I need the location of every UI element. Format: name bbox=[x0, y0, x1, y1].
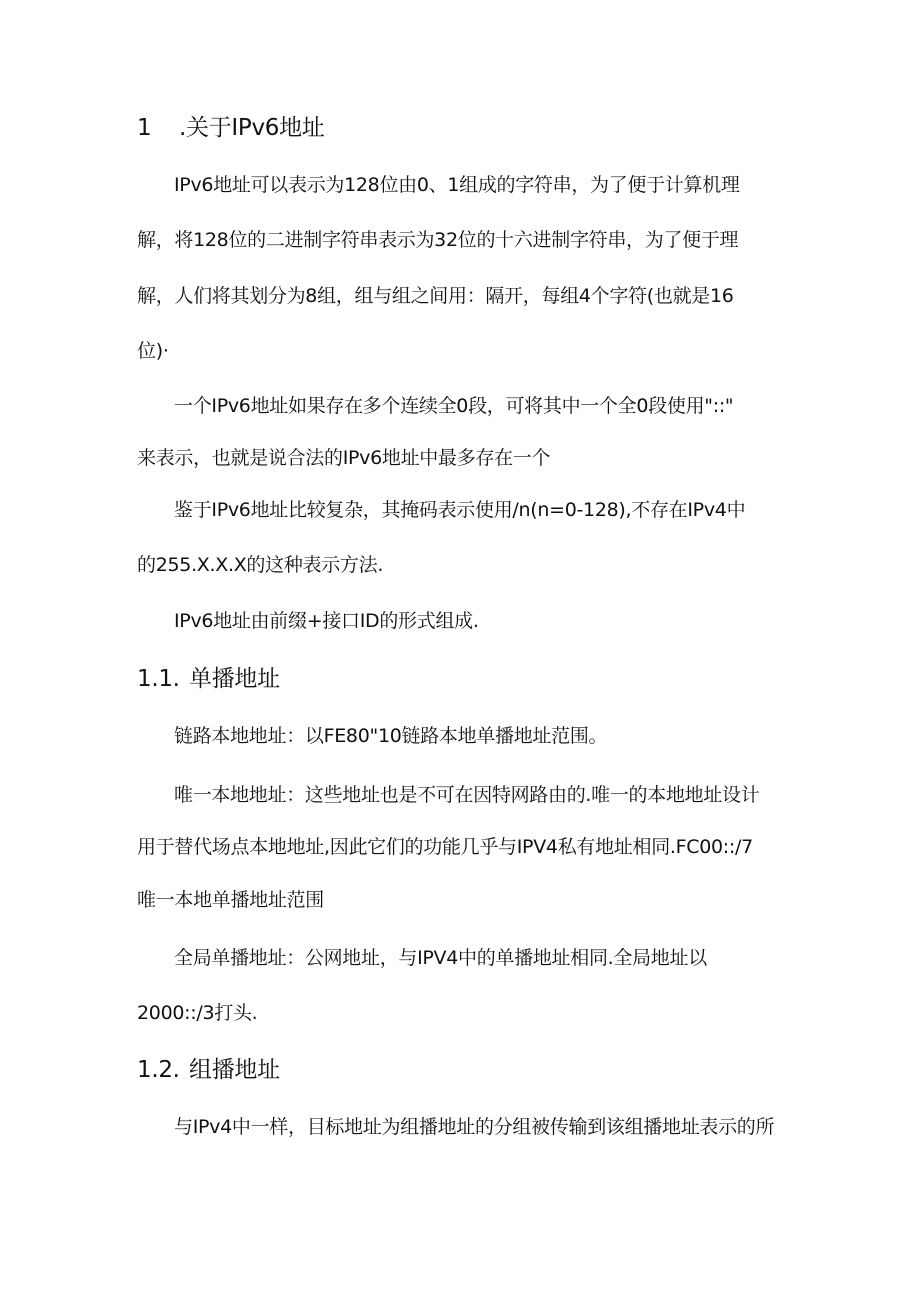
section-1-title: .关于IPv6地址 bbox=[179, 115, 325, 141]
section-1-2-heading bbox=[137, 1056, 280, 1084]
paragraph-line: 链路本地地址：以FE80"10链路本地单播地址范围。 bbox=[174, 725, 608, 747]
section-1-heading bbox=[137, 114, 325, 142]
paragraph-line: 全局单播地址：公网地址，与IPV4中的单播地址相同.全局地址以 bbox=[174, 947, 707, 969]
paragraph-line: 2000::/3打头. bbox=[137, 1002, 258, 1024]
paragraph-line: 鉴于IPv6地址比较复杂，其掩码表示使用/n(n=0-128),不存在IPv4中 bbox=[174, 499, 746, 521]
section-1-2-title: 组播地址 bbox=[189, 1057, 280, 1083]
paragraph-line: IPv6地址可以表示为128位由0、1组成的字符串，为了便于计算机理 bbox=[174, 174, 740, 196]
paragraph-line: 来表示，也就是说合法的IPv6地址中最多存在一个 bbox=[137, 447, 551, 469]
paragraph-line: 位)· bbox=[137, 340, 169, 362]
paragraph-line: 解，人们将其划分为8组，组与组之间用：隔开，每组4个字符(也就是16 bbox=[137, 285, 734, 307]
paragraph-line: 唯一本地地址：这些地址也是不可在因特网路由的.唯一的本地地址设计 bbox=[174, 784, 760, 806]
section-1-number: 1 bbox=[137, 115, 152, 141]
paragraph-line: 解，将128位的二进制字符串表示为32位的十六进制字符串，为了便于理 bbox=[137, 229, 739, 251]
paragraph-line: IPv6地址由前缀+接口ID的形式组成. bbox=[174, 610, 479, 632]
paragraph-line: 用于替代场点本地地址,因此它们的功能几乎与IPV4私有地址相同.FC00::/7 bbox=[137, 836, 753, 858]
section-1-2-number: 1.2. bbox=[137, 1057, 180, 1083]
section-1-1-title: 单播地址 bbox=[189, 666, 280, 692]
paragraph-line: 唯一本地单播地址范围 bbox=[137, 889, 325, 911]
paragraph-line: 与IPv4中一样，目标地址为组播地址的分组被传输到该组播地址表示的所 bbox=[174, 1116, 775, 1138]
paragraph-line: 的255.X.X.X的这种表示方法. bbox=[137, 554, 384, 576]
paragraph-line: 一个IPv6地址如果存在多个连续全0段，可将其中一个全0段使用"::" bbox=[174, 395, 734, 417]
section-1-1-number: 1.1. bbox=[137, 666, 180, 692]
section-1-1-heading bbox=[137, 665, 280, 693]
